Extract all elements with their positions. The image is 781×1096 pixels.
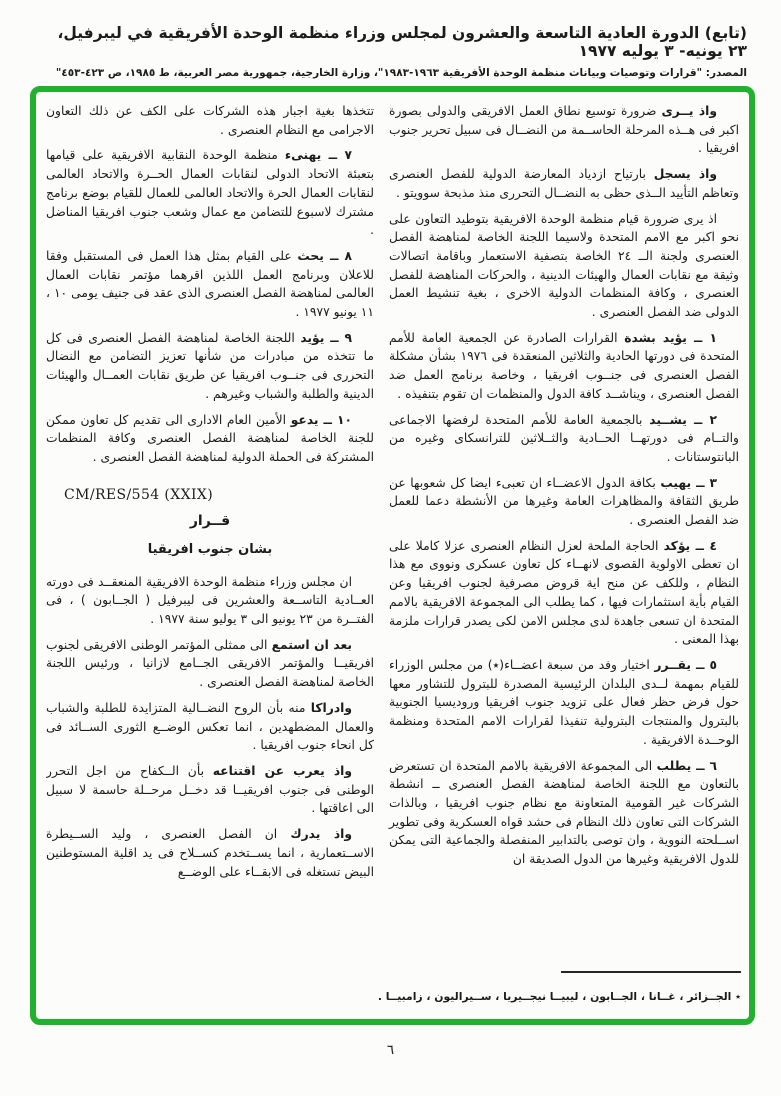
clause-text: بكافة الدول الاعضــاء ان تعبىء ايضا كل شعوبها عن طريق الثقافة والمظاهرات العامة وغيرها من الأنشطة دعما للعمل ضد الفصل العنصرى . <box>389 475 739 528</box>
left-column <box>46 102 374 959</box>
preamble-clause-2 <box>389 165 739 202</box>
header-title-line: (تابع) الدورة العادية التاسعة والعشرون لمجلس وزراء منظمة الوحدة الأفريقية في ليبرفيل، ٢٣ يونيه- ٣ يوليه ١٩٧٧ <box>57 24 747 60</box>
operative-clause-5 <box>389 656 739 750</box>
clause-text: الى المجموعة الافريقية بالامم المتحدة ان تستعرض بالتعاون مع اللجنة الخاصة لمناهضة الفصل العنصرى ــ انشطة الشركات غير القومية المتعاونة مع نظام جنوب افريقيا ، وبالذات الشركات التى تعاون ذلك النظام فى حشد قواه العسكرية وفى تطوير اســلحته النووية ، وان توصى بالتدابير المنفصلة والجماعية التى يمكن للدول الافريقية وغيرها من الدول الصديقة ان <box>389 758 739 867</box>
page-number: ٦ <box>386 1042 395 1058</box>
operative-clause-2 <box>389 411 739 467</box>
preamble-clause-1 <box>389 102 739 158</box>
operative-clause-8 <box>46 247 374 322</box>
clause-lead: ٧ ــ يهنىء <box>284 148 352 163</box>
operative-clause-9 <box>46 329 374 404</box>
resolution-title: قــرار <box>189 512 231 529</box>
preamble-convinced <box>46 762 374 818</box>
clause-text: ان الفصل العنصرى ، وليد الســيطرة الاســتعمارية ، انما يســتخدم كســلاح فى يد اقلية المستوطنين البيض تستغله فى الابقــاء على الوضــع <box>46 827 374 879</box>
operative-clause-4 <box>389 537 739 649</box>
clause-text: اللجنة الخاصة لمناهضة الفصل العنصرى فى كل ما تتخذه من مبادرات من شأنها تعزيز التضامن مع النضال التحررى فى جنــوب افريقيا عن طريق نقابات العمــال والهيئات الدينية والطلبة والشباب وغيرهم . <box>46 330 374 401</box>
clause-text: ضرورة توسيع نطاق العمل الافريقى والدولى بصورة اكبر فى هــذه المرحلة الحاســمة من النضــال فى سبيل تحرير جنوب افريقيا . <box>389 104 739 156</box>
clause-text: على القيام بمثل هذا العمل فى المستقبل وفقا للاعلان وبرنامج العمل اللذين اقرهما مؤتمر نقابات العمال العالمى لمناهضة الفصل العنصرى الذى عقد فى جنيف يومى ١٠ ، ١١ يونيو ١٩٧٧ . <box>46 248 374 320</box>
clause-text: منه بأن الروح النضــالية المتزايدة للطلبة والشباب والعمال المضطهدين ، انما تعكس الوضــع الثورى الســائد فى كل انحاء جنوب افريقيا . <box>46 700 374 753</box>
clause-text: تتخذها بغية اجبار هذه الشركات على الكف عن ذلك التعاون الاجرامى مع النظام العنصرى . <box>46 104 374 137</box>
clause-lead: ٨ ــ يحث <box>297 248 353 263</box>
right-column <box>389 102 739 959</box>
preamble-council-session <box>46 573 374 629</box>
clause-lead: ٤ ــ يؤكد <box>663 538 717 553</box>
preamble-recognizing <box>46 825 374 881</box>
clause-lead: وادراكا <box>310 700 352 715</box>
clause-lead: واذ يسجل <box>653 167 718 182</box>
clause-lead: ٦ ــ يطلب <box>656 758 717 773</box>
clause-lead: واذ يدرك <box>290 827 352 842</box>
header-source-line: المصدر: "قرارات وتوصيات وبيانات منظمة الوحدة الأفريقية ١٩٦٣-١٩٨٣"، وزارة الخارجية، جمهورية مصر العربية، ط ١٩٨٥، ص ٤٢٣-٤٥٣" <box>55 67 747 79</box>
preamble-aware <box>46 699 374 755</box>
document-frame <box>30 86 755 1025</box>
preamble-having-heard <box>46 636 374 692</box>
clause-lead: ١٠ ــ يدعو <box>290 412 352 427</box>
clause-lead: ٢ ــ يشــيد <box>649 412 717 427</box>
footnote-divider <box>561 971 741 973</box>
clause-lead: ٣ ــ يهيب <box>660 475 717 490</box>
operative-clause-10 <box>46 411 374 467</box>
clause-text: بارتياح ازدياد المعارضة الدولية للفصل العنصرى وتعاظم التأييد الــذى حظى به النضــال التحررى منذ مذبحة سوويتو . <box>389 167 739 200</box>
operative-clause-1 <box>389 329 739 404</box>
clause-lead: واذ يــرى <box>661 104 717 118</box>
operative-clause-7 <box>46 146 374 240</box>
preamble-clause-3 <box>389 210 739 322</box>
resolution-subtitle: بشان جنوب افريقيا <box>147 541 273 557</box>
clause-lead: واذ يعرب عن اقتناعه <box>212 763 352 778</box>
clause-text: الى ممثلى المؤتمر الوطنى الافريقى لجنوب افريقيــا والمؤتمر الافريقى الجــامع لازانيا ، ورئيس اللجنة الخاصة لمناهضة الفصل العنصرى . <box>46 637 374 690</box>
clause-lead: ٩ ــ يؤيد <box>300 330 352 345</box>
footnote-text: ٭ الجــزائر ، غــانا ، الجــابون ، ليبيــا نيجــيريا ، ســيراليون ، زامبيــا . <box>377 990 741 1003</box>
clause-lead: ٥ ــ يقــرر <box>654 657 717 672</box>
clause-text: بأن الــكفاح من اجل التحرر الوطنى فى جنوب افريقيــا قد دخــل مرحــلة حاسمة لا سبيل الى اعاقتها . <box>46 763 374 816</box>
clause-text: بالجمعية العامة للأمم المتحدة لرفضها الاجماعى والتــام فى دورتهــا الحــادية والثــلاثين للترانسكاى وغيره من البانتوستانات . <box>389 412 739 464</box>
clause-text: منظمة الوحدة النقابية الافريقية على قيامها بتعبئة الاتحاد الدولى لنقابات العمال الحــرة والاتحاد العالمى لنقابات العمال الحرة والاتحاد العالمى للعمال للقيام بوضع برنامج مشترك لاسبوع للتضامن مع عمال وشعب جنوب افريقيا المناضل . <box>46 148 374 238</box>
operative-continuation <box>46 102 374 139</box>
operative-clause-6 <box>389 757 739 869</box>
operative-clause-3 <box>389 474 739 530</box>
clause-lead: ١ ــ يؤيد بشدة <box>624 330 717 345</box>
clause-text: اذ يرى ضرورة قيام منظمة الوحدة الافريقية بتوطيد التعاون على نحو اكبر مع الامم المتحدة ولاسيما اللجنة الخاصة لمناهضة الفصل العنصرى ولجنة الــ ٢٤ الخاصة بتصفية الاستعمار وباقامة اتصالات وثيقة مع نقابات العمال والهيئات الدينية ، والحركات المناهضة للفصل العنصرى ، وكافة المنظمات الدولية الاخرى ، بغية تنشيط العمل الدولى ضد الفصل العنصرى . <box>389 211 739 320</box>
clause-text: القرارات الصادرة عن الجمعية العامة للأمم المتحدة فى دورتها الحادية والثلاثين المنعقدة فى ١٩٧٦ بشأن مشكلة الفصل العنصرى فى جنــوب افريقيا ، وخاصة برنامج العمل ضد الفصل العنصرى ، ويناشــد كافة الدول والمنظمات ان تقوم بتنفيذه . <box>389 330 739 401</box>
clause-text: الأمين العام الادارى الى تقديم كل تعاون ممكن للجنة الخاصة لمناهضة الفصل العنصرى وكافة المنظمات المشتركة فى الحملة الدولية لمناهضة الفصل العنصرى . <box>46 412 374 464</box>
page-header <box>34 24 747 79</box>
clause-text: ان مجلس وزراء منظمة الوحدة الافريقية المنعقــد فى دورته العــادية التاســعة والعشرين فى ليبرفيل ( الجــابون ) ، فى الفتــرة من ٢٣ يونيو الى ٣ يوليو سنة ١٩٧٧ . <box>46 574 374 627</box>
clause-text: اختيار وفد من سبعة اعضــاء(٭) من مجلس الوزراء للقيام بمهمة لــدى البلدان الرئيسية المصدرة للبترول للتشاور معها حول فرض حظر فعال على تزويد جنوب افريقيا وروديسيا الجنوبية بالبترول والمنتجات البترولية تنفيذا لقرارات الامم المتحدة ومنظمة الوحــدة الافريقية . <box>389 657 739 747</box>
clause-text: الحاجة الملحة لعزل النظام العنصرى عزلا كاملا على ان تعطى الاولوية القصوى لانهــاء كل تعاون عسكرى ونووى مع هذا النظام ، وللكف عن منح اية قروض مصرفية لجنوب افريقيا وعن القيام بأية استثمارات فيها ، كما يطلب الى المجموعة الافريقية بالامم المتحدة ان تسعى جاهدة لدى مجلس الامن لكى يصدر قرارات ملزمة بهذا المعنى . <box>389 538 739 647</box>
clause-lead: بعد ان استمع <box>271 637 353 652</box>
two-column-text <box>46 102 739 959</box>
resolution-reference: CM/RES/554 (XXIX) <box>64 486 214 503</box>
